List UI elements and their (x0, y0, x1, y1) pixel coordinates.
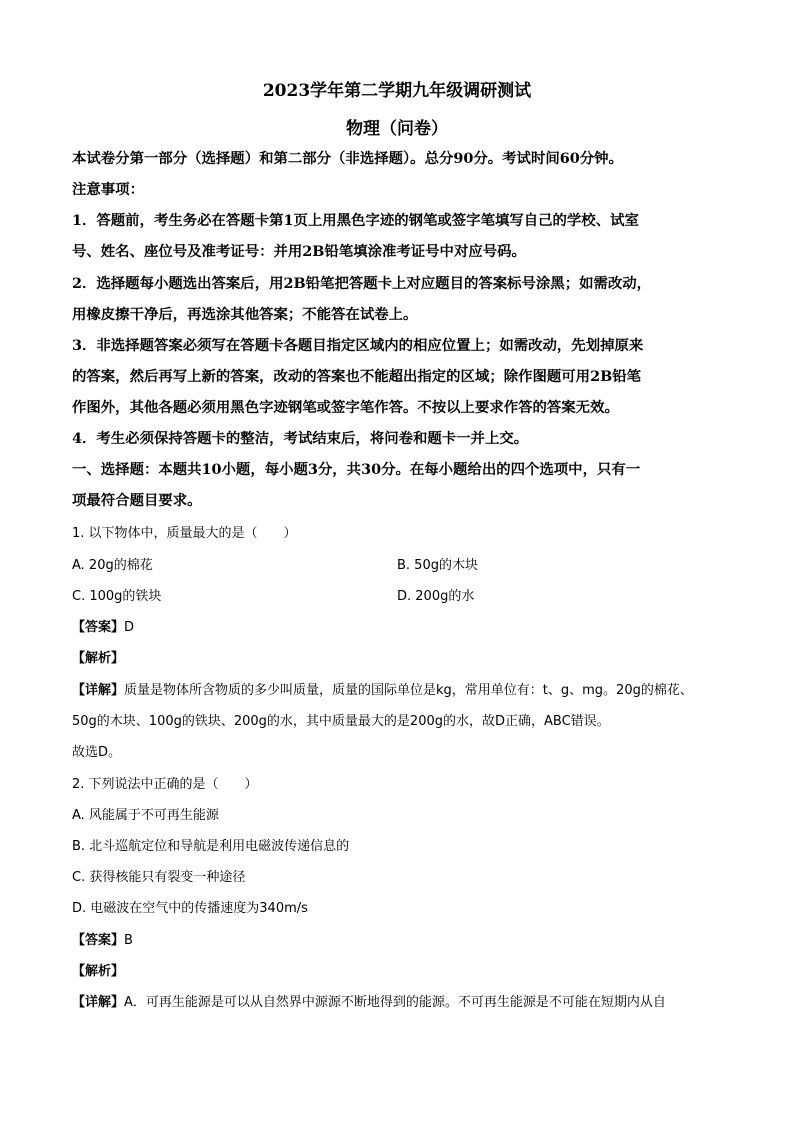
notice-1-line-2: 号、姓名、座位号及准考证号：并用2B铅笔填涂准考证号中对应号码。 (72, 243, 526, 260)
question-1-stem: 1. 以下物体中，质量最大的是（ ） (72, 526, 297, 541)
question-1-conclusion: 故选D。 (72, 745, 122, 760)
question-2-option-d: D. 电磁波在空气中的传播速度为340m/s (72, 901, 308, 916)
question-1-option-b: B. 50g的木块 (397, 558, 478, 573)
detail-text: 质量是物体所含物质的多少叫质量，质量的国际单位是kg，常用单位有：t、g、mg。20g的棉花、 (124, 683, 693, 698)
section-heading-line-2: 项最符合题目要求。 (72, 492, 202, 509)
question-1-option-d: D. 200g的水 (397, 589, 475, 604)
question-2-answer (72, 932, 133, 950)
notice-1-line-1: 1．答题前，考生务必在答题卡第1页上用黑色字迹的钢笔或签字笔填写自己的学校、试室 (72, 212, 639, 229)
question-2-option-b: B. 北斗巡航定位和导航是利用电磁波传递信息的 (72, 839, 350, 854)
question-2-option-a: A. 风能属于不可再生能源 (72, 808, 219, 823)
answer-label: 【答案】 (72, 933, 125, 948)
notice-2-line-1: 2．选择题每小题选出答案后，用2B铅笔把答题卡上对应题目的答案标号涂黑；如需改动， (72, 275, 652, 292)
answer-value: B (124, 933, 133, 948)
section-heading-line-1: 一、选择题：本题共10小题，每小题3分，共30分。在每小题给出的四个选项中，只有一 (72, 461, 641, 478)
question-2-stem: 2. 下列说法中正确的是（ ） (72, 777, 258, 792)
notice-3-line-1: 3．非选择题答案必须写在答题卡各题目指定区域内的相应位置上；如需改动，先划掉原来 (72, 337, 644, 354)
notice-3-line-2: 的答案，然后再写上新的答案，改动的答案也不能超出指定的区域；除作图题可用2B铅笔 (72, 368, 642, 385)
notice-heading: 注意事项： (72, 181, 144, 198)
detail-label: 【详解】 (72, 683, 125, 698)
question-1-option-a: A. 20g的棉花 (72, 558, 153, 573)
question-1-option-c: C. 100g的铁块 (72, 589, 162, 604)
notice-4: 4．考生必须保持答题卡的整洁，考试结束后，将问卷和题卡一并上交。 (72, 430, 529, 447)
question-2-analysis (72, 963, 124, 981)
analysis-label: 【解析】 (72, 651, 125, 666)
notice-2-line-2: 用橡皮擦干净后，再选涂其他答案；不能答在试卷上。 (72, 306, 418, 323)
answer-label: 【答案】 (72, 620, 125, 635)
detail-label: 【详解】 (72, 995, 125, 1010)
question-1-analysis (72, 650, 124, 668)
question-2-detail-line-1 (72, 994, 666, 1012)
question-1-answer (72, 619, 134, 637)
exam-intro: 本试卷分第一部分（选择题）和第二部分（非选择题）。总分90分。考试时间60分钟。 (72, 150, 623, 167)
detail-text: A．可再生能源是可以从自然界中源源不断地得到的能源。不可再生能源是不可能在短期内从自 (124, 995, 666, 1010)
notice-3-line-3: 作图外，其他各题必须用黑色字迹钢笔或签字笔作答。不按以上要求作答的答案无效。 (72, 399, 619, 416)
question-2-option-c: C. 获得核能只有裂变一种途径 (72, 870, 246, 885)
question-1-detail-line-2: 50g的木块、100g的铁块、200g的水，其中质量最大的是200g的水，故D正确，ABC错误。 (72, 714, 610, 729)
question-1-detail-line-1 (72, 682, 693, 700)
page-title: 2023学年第二学期九年级调研测试 (262, 81, 532, 101)
analysis-label: 【解析】 (72, 964, 125, 979)
page-subtitle: 物理（问卷） (346, 119, 448, 139)
answer-value: D (124, 620, 135, 635)
